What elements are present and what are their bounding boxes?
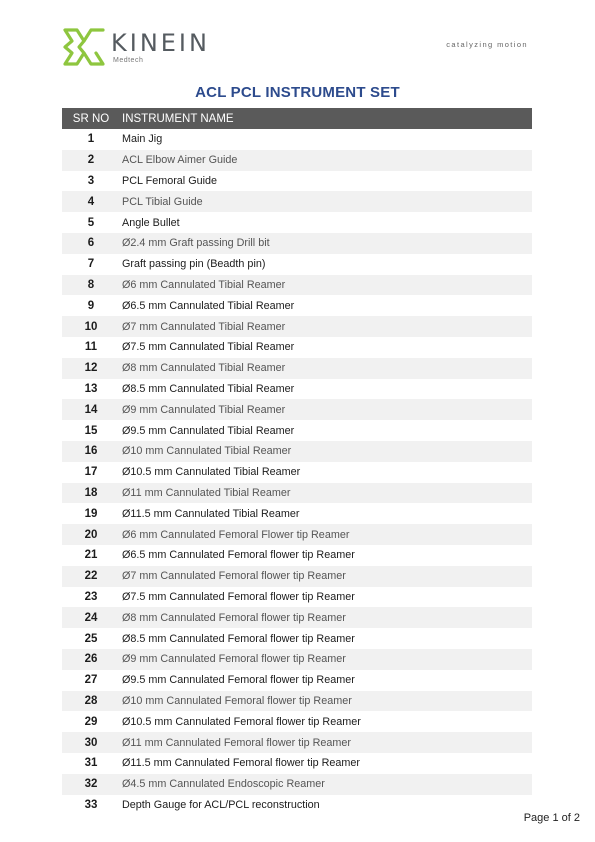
instrument-name: Ø9.5 mm Cannulated Femoral flower tip Reamer xyxy=(122,674,355,687)
header-sr-no: SR NO xyxy=(62,108,120,129)
row-number: 13 xyxy=(84,382,98,395)
table-row xyxy=(62,628,532,649)
instrument-name: Depth Gauge for ACL/PCL reconstruction xyxy=(122,798,320,811)
instrument-name: Ø8.5 mm Cannulated Tibial Reamer xyxy=(122,382,295,395)
row-number: 18 xyxy=(62,483,120,504)
row-number: 25 xyxy=(84,632,98,645)
table-row xyxy=(62,275,532,296)
table-row xyxy=(62,649,532,670)
row-number: 10 xyxy=(62,316,120,337)
instrument-name: Ø11.5 mm Cannulated Femoral flower tip Reamer xyxy=(122,757,361,770)
row-number: 9 xyxy=(87,299,95,312)
instrument-name: Ø11 mm Cannulated Femoral flower tip Reamer xyxy=(120,732,532,753)
row-number: 16 xyxy=(62,441,120,462)
row-number: 19 xyxy=(84,507,98,520)
table-row xyxy=(62,732,532,753)
row-number: 15 xyxy=(84,424,98,437)
brand-name: KINEIN xyxy=(111,29,210,57)
page-title: ACL PCL INSTRUMENT SET xyxy=(195,84,400,101)
table-row xyxy=(62,150,532,171)
table-row xyxy=(62,774,532,795)
row-number: 7 xyxy=(87,258,95,271)
instrument-name: Graft passing pin (Beadth pin) xyxy=(122,258,266,271)
row-number: 20 xyxy=(62,524,120,545)
row-number: 30 xyxy=(62,732,120,753)
table-row xyxy=(62,795,532,816)
instrument-name: Ø11.5 mm Cannulated Tibial Reamer xyxy=(122,507,300,520)
brand-subtitle: Medtech xyxy=(113,57,144,64)
instrument-name: Ø8.5 mm Cannulated Femoral flower tip Reamer xyxy=(122,632,355,645)
row-number: 1 xyxy=(87,133,95,146)
instrument-name: Ø7 mm Cannulated Tibial Reamer xyxy=(120,316,532,337)
instrument-name: Ø4.5 mm Cannulated Endoscopic Reamer xyxy=(120,774,532,795)
table-row xyxy=(62,379,532,400)
row-number: 23 xyxy=(84,590,98,603)
table-row xyxy=(62,607,532,628)
instrument-name: Ø6.5 mm Cannulated Femoral flower tip Reamer xyxy=(122,549,355,562)
row-number: 6 xyxy=(62,233,120,254)
table-row xyxy=(62,587,532,608)
instrument-name: Ø8 mm Cannulated Tibial Reamer xyxy=(120,358,532,379)
instrument-name: Ø11 mm Cannulated Tibial Reamer xyxy=(120,483,532,504)
table-row xyxy=(62,420,532,441)
table-row xyxy=(62,399,532,420)
instrument-name: Main Jig xyxy=(122,133,163,146)
row-number: 22 xyxy=(62,566,120,587)
page-number: Page 1 of 2 xyxy=(523,812,580,824)
row-number: 4 xyxy=(62,191,120,212)
row-number: 29 xyxy=(84,715,98,728)
instrument-name: Ø2.4 mm Graft passing Drill bit xyxy=(120,233,532,254)
row-number: 3 xyxy=(87,174,95,187)
instrument-name: ACL Elbow Aimer Guide xyxy=(120,150,532,171)
table-row xyxy=(62,753,532,774)
brand-logo xyxy=(62,27,222,69)
instrument-name: Ø7.5 mm Cannulated Femoral flower tip Reamer xyxy=(122,590,355,603)
row-number: 32 xyxy=(62,774,120,795)
instrument-name: Ø9 mm Cannulated Femoral flower tip Reamer xyxy=(120,649,532,670)
row-number: 14 xyxy=(62,399,120,420)
instrument-name: Ø10 mm Cannulated Tibial Reamer xyxy=(120,441,532,462)
row-number: 27 xyxy=(84,674,98,687)
table-row xyxy=(62,691,532,712)
table-row xyxy=(62,670,532,691)
table-row xyxy=(62,316,532,337)
table-row xyxy=(62,483,532,504)
instrument-name: Ø6.5 mm Cannulated Tibial Reamer xyxy=(122,299,295,312)
instrument-name: Ø10.5 mm Cannulated Tibial Reamer xyxy=(122,466,301,479)
instrument-name: Ø6 mm Cannulated Femoral Flower tip Reamer xyxy=(120,524,532,545)
instrument-name: Ø7.5 mm Cannulated Tibial Reamer xyxy=(122,341,295,354)
row-number: 21 xyxy=(84,549,98,562)
table-row xyxy=(62,566,532,587)
table-row xyxy=(62,545,532,566)
instrument-table xyxy=(62,108,532,815)
table-row xyxy=(62,441,532,462)
table-row xyxy=(62,233,532,254)
table-row xyxy=(62,254,532,275)
row-number: 5 xyxy=(87,216,95,229)
instrument-name: Ø10.5 mm Cannulated Femoral flower tip Reamer xyxy=(122,715,361,728)
row-number: 11 xyxy=(84,341,98,354)
row-number: 2 xyxy=(62,150,120,171)
row-number: 33 xyxy=(84,798,98,811)
instrument-name: PCL Tibial Guide xyxy=(120,191,532,212)
row-number: 31 xyxy=(84,757,98,770)
table-row xyxy=(62,524,532,545)
header-instrument-name: INSTRUMENT NAME xyxy=(120,108,532,129)
table-row xyxy=(62,503,532,524)
table-row xyxy=(62,129,532,150)
row-number: 12 xyxy=(62,358,120,379)
instrument-name: PCL Femoral Guide xyxy=(122,174,218,187)
table-row xyxy=(62,191,532,212)
instrument-name: Ø6 mm Cannulated Tibial Reamer xyxy=(120,275,532,296)
table-row xyxy=(62,462,532,483)
instrument-name: Ø7 mm Cannulated Femoral flower tip Reamer xyxy=(120,566,532,587)
kinein-logo-icon xyxy=(62,27,106,67)
row-number: 24 xyxy=(62,607,120,628)
table-row xyxy=(62,358,532,379)
table-row xyxy=(62,171,532,192)
table-header-row xyxy=(62,108,532,129)
instrument-name: Angle Bullet xyxy=(122,216,180,229)
row-number: 26 xyxy=(62,649,120,670)
row-number: 17 xyxy=(84,466,98,479)
row-number: 28 xyxy=(62,691,120,712)
instrument-name: Ø10 mm Cannulated Femoral flower tip Reamer xyxy=(120,691,532,712)
instrument-name: Ø9.5 mm Cannulated Tibial Reamer xyxy=(122,424,295,437)
instrument-name: Ø8 mm Cannulated Femoral flower tip Reamer xyxy=(120,607,532,628)
instrument-name: Ø9 mm Cannulated Tibial Reamer xyxy=(120,399,532,420)
tagline: catalyzing motion xyxy=(446,40,528,49)
table-row xyxy=(62,212,532,233)
table-row xyxy=(62,337,532,358)
table-row xyxy=(62,295,532,316)
row-number: 8 xyxy=(62,275,120,296)
table-row xyxy=(62,711,532,732)
